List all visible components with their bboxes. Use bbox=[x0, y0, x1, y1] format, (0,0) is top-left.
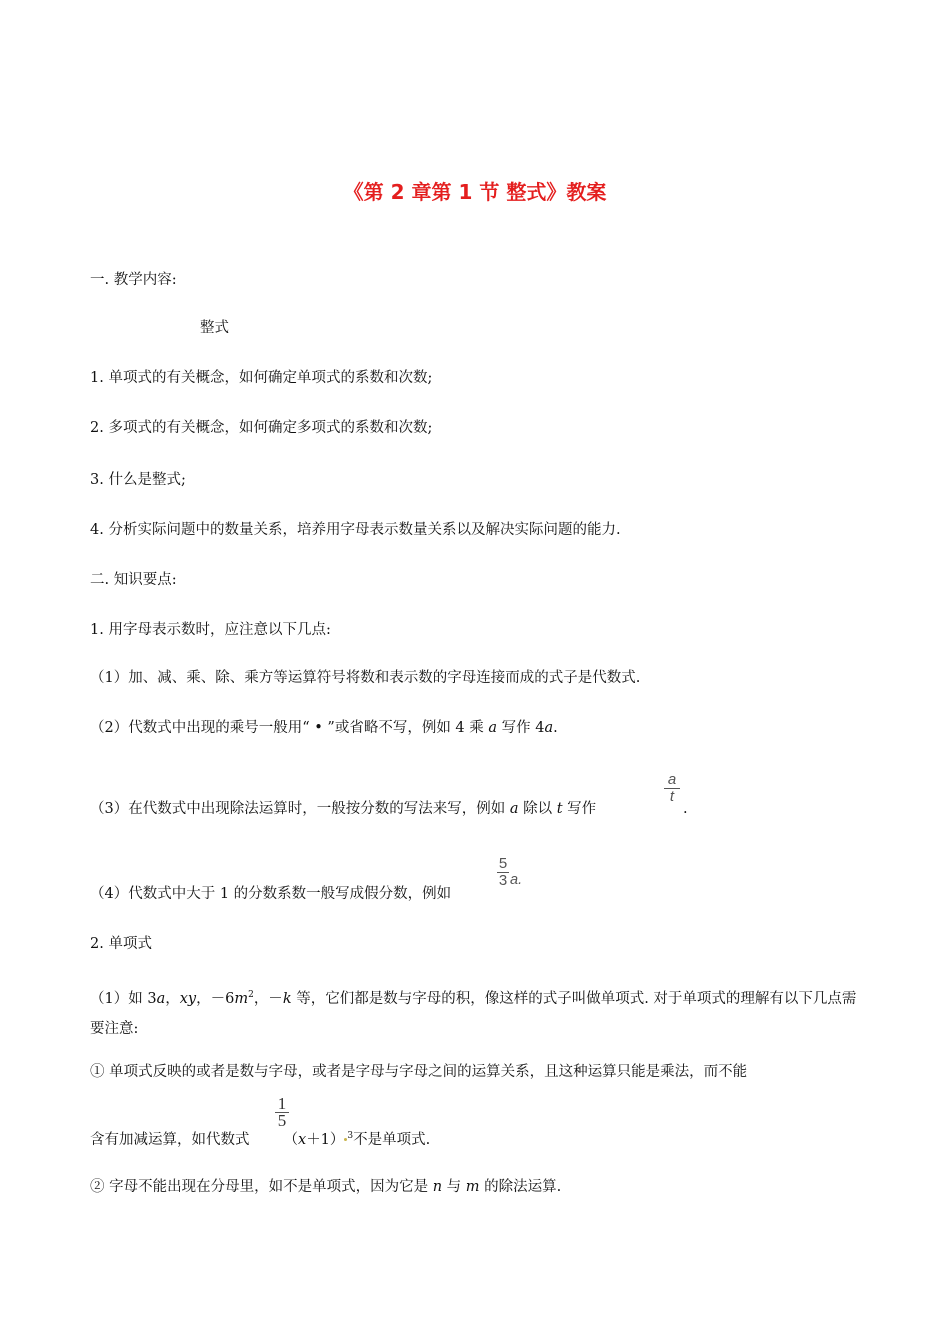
fraction-denominator: 5 bbox=[277, 1111, 287, 1130]
fraction-a-over-t bbox=[664, 772, 680, 805]
key-point-1-heading: 1. 用字母表示数时，应注意以下几点: bbox=[90, 622, 331, 638]
key-point-1-item-2 bbox=[90, 718, 558, 738]
text-fragment: 写作 4 bbox=[497, 720, 545, 736]
text-fragment: （3）在代数式中出现除法运算时，一般按分数的写法来写，例如 bbox=[90, 801, 510, 817]
text-fragment: 不是单项式. bbox=[353, 1131, 431, 1148]
variable-m: m bbox=[234, 990, 249, 1007]
key-point-1-item-1: （1）加、减、乘、除、乘方等运算符号将数和表示数的字母连接而成的式子是代数式. bbox=[90, 670, 641, 686]
text-fragment: （2）代数式中出现的乘号一般用“ • ”或省略不写，例如 4 乘 bbox=[90, 720, 489, 736]
note-1-line-2 bbox=[90, 1126, 430, 1150]
variable-k: k bbox=[282, 990, 292, 1007]
text-fragment: 与 bbox=[442, 1179, 466, 1195]
key-point-2-paragraph-1 bbox=[90, 980, 860, 1044]
text-fragment: ， bbox=[165, 990, 180, 1007]
variable-n: n bbox=[432, 1179, 443, 1195]
fraction-denominator: 3 bbox=[498, 872, 508, 889]
content-item-2: 2. 多项式的有关概念，如何确定多项式的系数和次数; bbox=[90, 420, 433, 436]
fraction-numerator: 5 bbox=[498, 855, 508, 872]
variable-xy: xy bbox=[179, 990, 197, 1007]
content-item-3: 3. 什么是整式; bbox=[90, 472, 186, 488]
sentence-end: . bbox=[683, 801, 688, 817]
content-item-1: 1. 单项式的有关概念，如何确定单项式的系数和次数; bbox=[90, 370, 433, 386]
variable-a: a bbox=[509, 801, 519, 817]
text-fragment: 等，它们都是数与字母的积，像这样的式子叫做单项式. 对于单项式的理解有以下几点需要注意: bbox=[90, 990, 857, 1037]
note-1-line-1: ① 单项式反映的或者是数与字母，或者是字母与字母之间的运算关系，且这种运算只能是乘法，而不能 bbox=[90, 1064, 748, 1080]
exponent: 3 bbox=[347, 1131, 354, 1141]
text-fragment: 含有加减运算，如代数式 bbox=[90, 1131, 250, 1148]
note-2 bbox=[90, 1177, 561, 1197]
text-fragment: . bbox=[553, 720, 558, 736]
variable-a: a bbox=[156, 990, 166, 1007]
variable-a: a bbox=[488, 720, 498, 736]
fraction-numerator: 1 bbox=[275, 1096, 289, 1113]
variable-x: x bbox=[298, 1131, 307, 1148]
variable-m: m bbox=[465, 1179, 480, 1195]
text-fragment: 除以 bbox=[518, 801, 557, 817]
variable-a: a bbox=[544, 720, 554, 736]
key-point-2-heading: 2. 单项式 bbox=[90, 936, 152, 952]
text-fragment: 写作 bbox=[562, 801, 597, 817]
fraction-numerator: a bbox=[664, 772, 680, 789]
text-fragment: （1）如 3 bbox=[90, 990, 157, 1007]
fraction-1-over-5 bbox=[275, 1096, 289, 1129]
document-title: 《第 2 章第 1 节 整式》教案 bbox=[343, 180, 607, 204]
text-fragment: ，－6 bbox=[196, 990, 235, 1007]
text-fragment: ＋1） bbox=[306, 1131, 345, 1148]
content-item-4: 4. 分析实际问题中的数量关系，培养用字母表示数量关系以及解决实际问题的能力. bbox=[90, 522, 621, 538]
fraction-5-over-3 bbox=[497, 856, 509, 889]
fraction-variable: a. bbox=[510, 872, 523, 888]
text-fragment: （ bbox=[283, 1131, 298, 1148]
text-fragment: 的除法运算. bbox=[479, 1179, 562, 1195]
subject-label: 整式 bbox=[200, 320, 229, 336]
section-heading-key-points: 二. 知识要点: bbox=[90, 572, 177, 588]
exponent: 2 bbox=[248, 990, 254, 1000]
text-fragment: ，－ bbox=[253, 990, 283, 1007]
key-point-1-item-3 bbox=[90, 799, 596, 819]
variable-t: t bbox=[556, 801, 563, 817]
fraction-denominator: t bbox=[669, 788, 675, 805]
key-point-1-item-4: （4）代数式中大于 1 的分数系数一般写成假分数，例如 bbox=[90, 886, 452, 902]
section-heading-teaching-content: 一. 教学内容: bbox=[90, 272, 177, 288]
text-fragment: ② 字母不能出现在分母里，如不是单项式，因为它是 bbox=[90, 1179, 433, 1195]
